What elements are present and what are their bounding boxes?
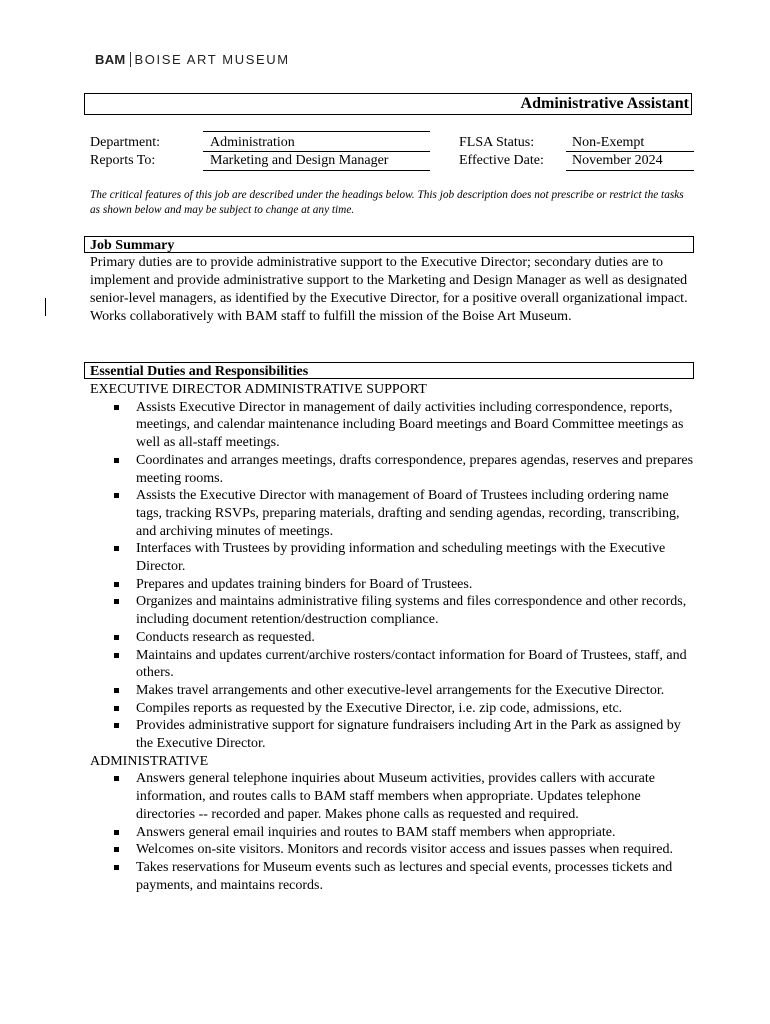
job-summary-heading: Job Summary: [84, 236, 694, 253]
department-label: Department:: [90, 135, 160, 150]
effective-date-label: Effective Date:: [459, 153, 544, 168]
effective-date-value: November 2024: [572, 153, 663, 168]
department-top-rule: [203, 131, 430, 132]
bullet-square-icon: [114, 706, 119, 711]
list-item-text: Takes reservations for Museum events such as lectures and special events, processes tickets and payments, and maintains records.: [136, 859, 673, 893]
logo-museum-name: BOISE ART MUSEUM: [134, 52, 290, 67]
margin-change-bar: [45, 298, 46, 316]
list-item: [136, 859, 695, 894]
bullet-square-icon: [114, 847, 119, 852]
list-item: [136, 824, 695, 842]
bullet-square-icon: [114, 635, 119, 640]
logo-divider: [130, 52, 131, 67]
list-item-text: Interfaces with Trustees by providing information and scheduling meetings with the Executive Director.: [136, 541, 666, 575]
title-box: [84, 93, 692, 115]
list-item: [136, 487, 695, 540]
list-item: [136, 647, 695, 682]
reports-to-value: Marketing and Design Manager: [210, 153, 389, 168]
list-item: [136, 593, 695, 628]
flsa-value: Non-Exempt: [572, 135, 645, 150]
museum-logo: [95, 52, 290, 67]
bullet-square-icon: [114, 830, 119, 835]
list-item-text: Assists the Executive Director with management of Board of Trustees including ordering name tags, tracking RSVPs, preparing materials, drafting and sending agendas, recording, transcribing, and archiving minutes of meetings.: [136, 488, 680, 539]
bullet-square-icon: [114, 493, 119, 498]
list-item: [136, 576, 695, 594]
administrative-list: [90, 770, 695, 894]
bullet-square-icon: [114, 688, 119, 693]
page-title: Administrative Assistant: [520, 95, 689, 112]
intro-disclaimer: The critical features of this job are described under the headings below. This job description does not prescribe or restrict the tasks as shown below and may be subject to change at any time.: [90, 189, 684, 216]
bullet-square-icon: [114, 776, 119, 781]
list-item: [136, 770, 695, 823]
list-item-text: Conducts research as requested.: [136, 629, 315, 645]
list-item-text: Answers general telephone inquiries about Museum activities, provides callers with accurate information, and routes calls to BAM staff members when appropriate. Updates telephone directories -- recorded and paper. Makes phone calls as requested and required.: [136, 771, 655, 822]
list-item: [136, 629, 695, 647]
job-summary-text: Primary duties are to provide administrative support to the Executive Director; secondary duties are to implement and provide administrative support to the Marketing and Design Manager as well as designated senior-level managers, as identified by the Executive Director, for a positive overall organizational impact. Works collaboratively with BAM staff to fulfill the mission of the Boise Art Museum.: [90, 255, 688, 324]
exec-support-list: [90, 399, 695, 753]
list-item: [136, 540, 695, 575]
list-item: [136, 700, 695, 718]
list-item-text: Organizes and maintains administrative filing systems and files correspondence and other records, including document retention/destruction compliance.: [136, 594, 687, 628]
list-item-text: Provides administrative support for signature fundraisers including Art in the Park as assigned by the Executive Director.: [136, 718, 681, 752]
list-item-text: Assists Executive Director in management of daily activities including correspondence, reports, meetings, and calendar maintenance including Board meetings and Board Committee meetings as well as all-staff meetings.: [136, 399, 684, 451]
list-item: [136, 399, 695, 452]
reports-to-underline: [203, 170, 430, 171]
essential-duties-heading: Essential Duties and Responsibilities: [84, 362, 694, 379]
bullet-square-icon: [114, 582, 119, 587]
bullet-square-icon: [114, 723, 119, 728]
flsa-label: FLSA Status:: [459, 135, 535, 150]
duties-content: [90, 381, 695, 894]
department-value: Administration: [210, 135, 295, 150]
list-item-text: Welcomes on-site visitors. Monitors and records visitor access and issues passes when required.: [136, 842, 673, 858]
bullet-square-icon: [114, 599, 119, 604]
list-item: [136, 682, 695, 700]
list-item-text: Answers general email inquiries and routes to BAM staff members when appropriate.: [136, 824, 616, 840]
exec-support-subheading: EXECUTIVE DIRECTOR ADMINISTRATIVE SUPPORT: [90, 382, 427, 397]
bullet-square-icon: [114, 405, 119, 410]
effective-date-underline: [566, 170, 694, 171]
administrative-subheading: ADMINISTRATIVE: [90, 753, 209, 769]
list-item-text: Coordinates and arranges meetings, drafts correspondence, prepares agendas, reserves and prepares meeting rooms.: [136, 452, 694, 486]
bullet-square-icon: [114, 458, 119, 463]
bullet-square-icon: [114, 546, 119, 551]
list-item-text: Maintains and updates current/archive rosters/contact information for Board of Trustees, staff, and others.: [136, 647, 687, 681]
list-item: [136, 841, 695, 859]
list-item: [136, 717, 695, 752]
list-item-text: Prepares and updates training binders for Board of Trustees.: [136, 576, 473, 592]
list-item-text: Compiles reports as requested by the Executive Director, i.e. zip code, admissions, etc.: [136, 700, 623, 716]
list-item: [136, 452, 695, 487]
bullet-square-icon: [114, 865, 119, 870]
bullet-square-icon: [114, 653, 119, 658]
list-item-text: Makes travel arrangements and other executive-level arrangements for the Executive Director.: [136, 682, 665, 698]
reports-to-label: Reports To:: [90, 153, 156, 168]
logo-bam: BAM: [95, 52, 126, 67]
